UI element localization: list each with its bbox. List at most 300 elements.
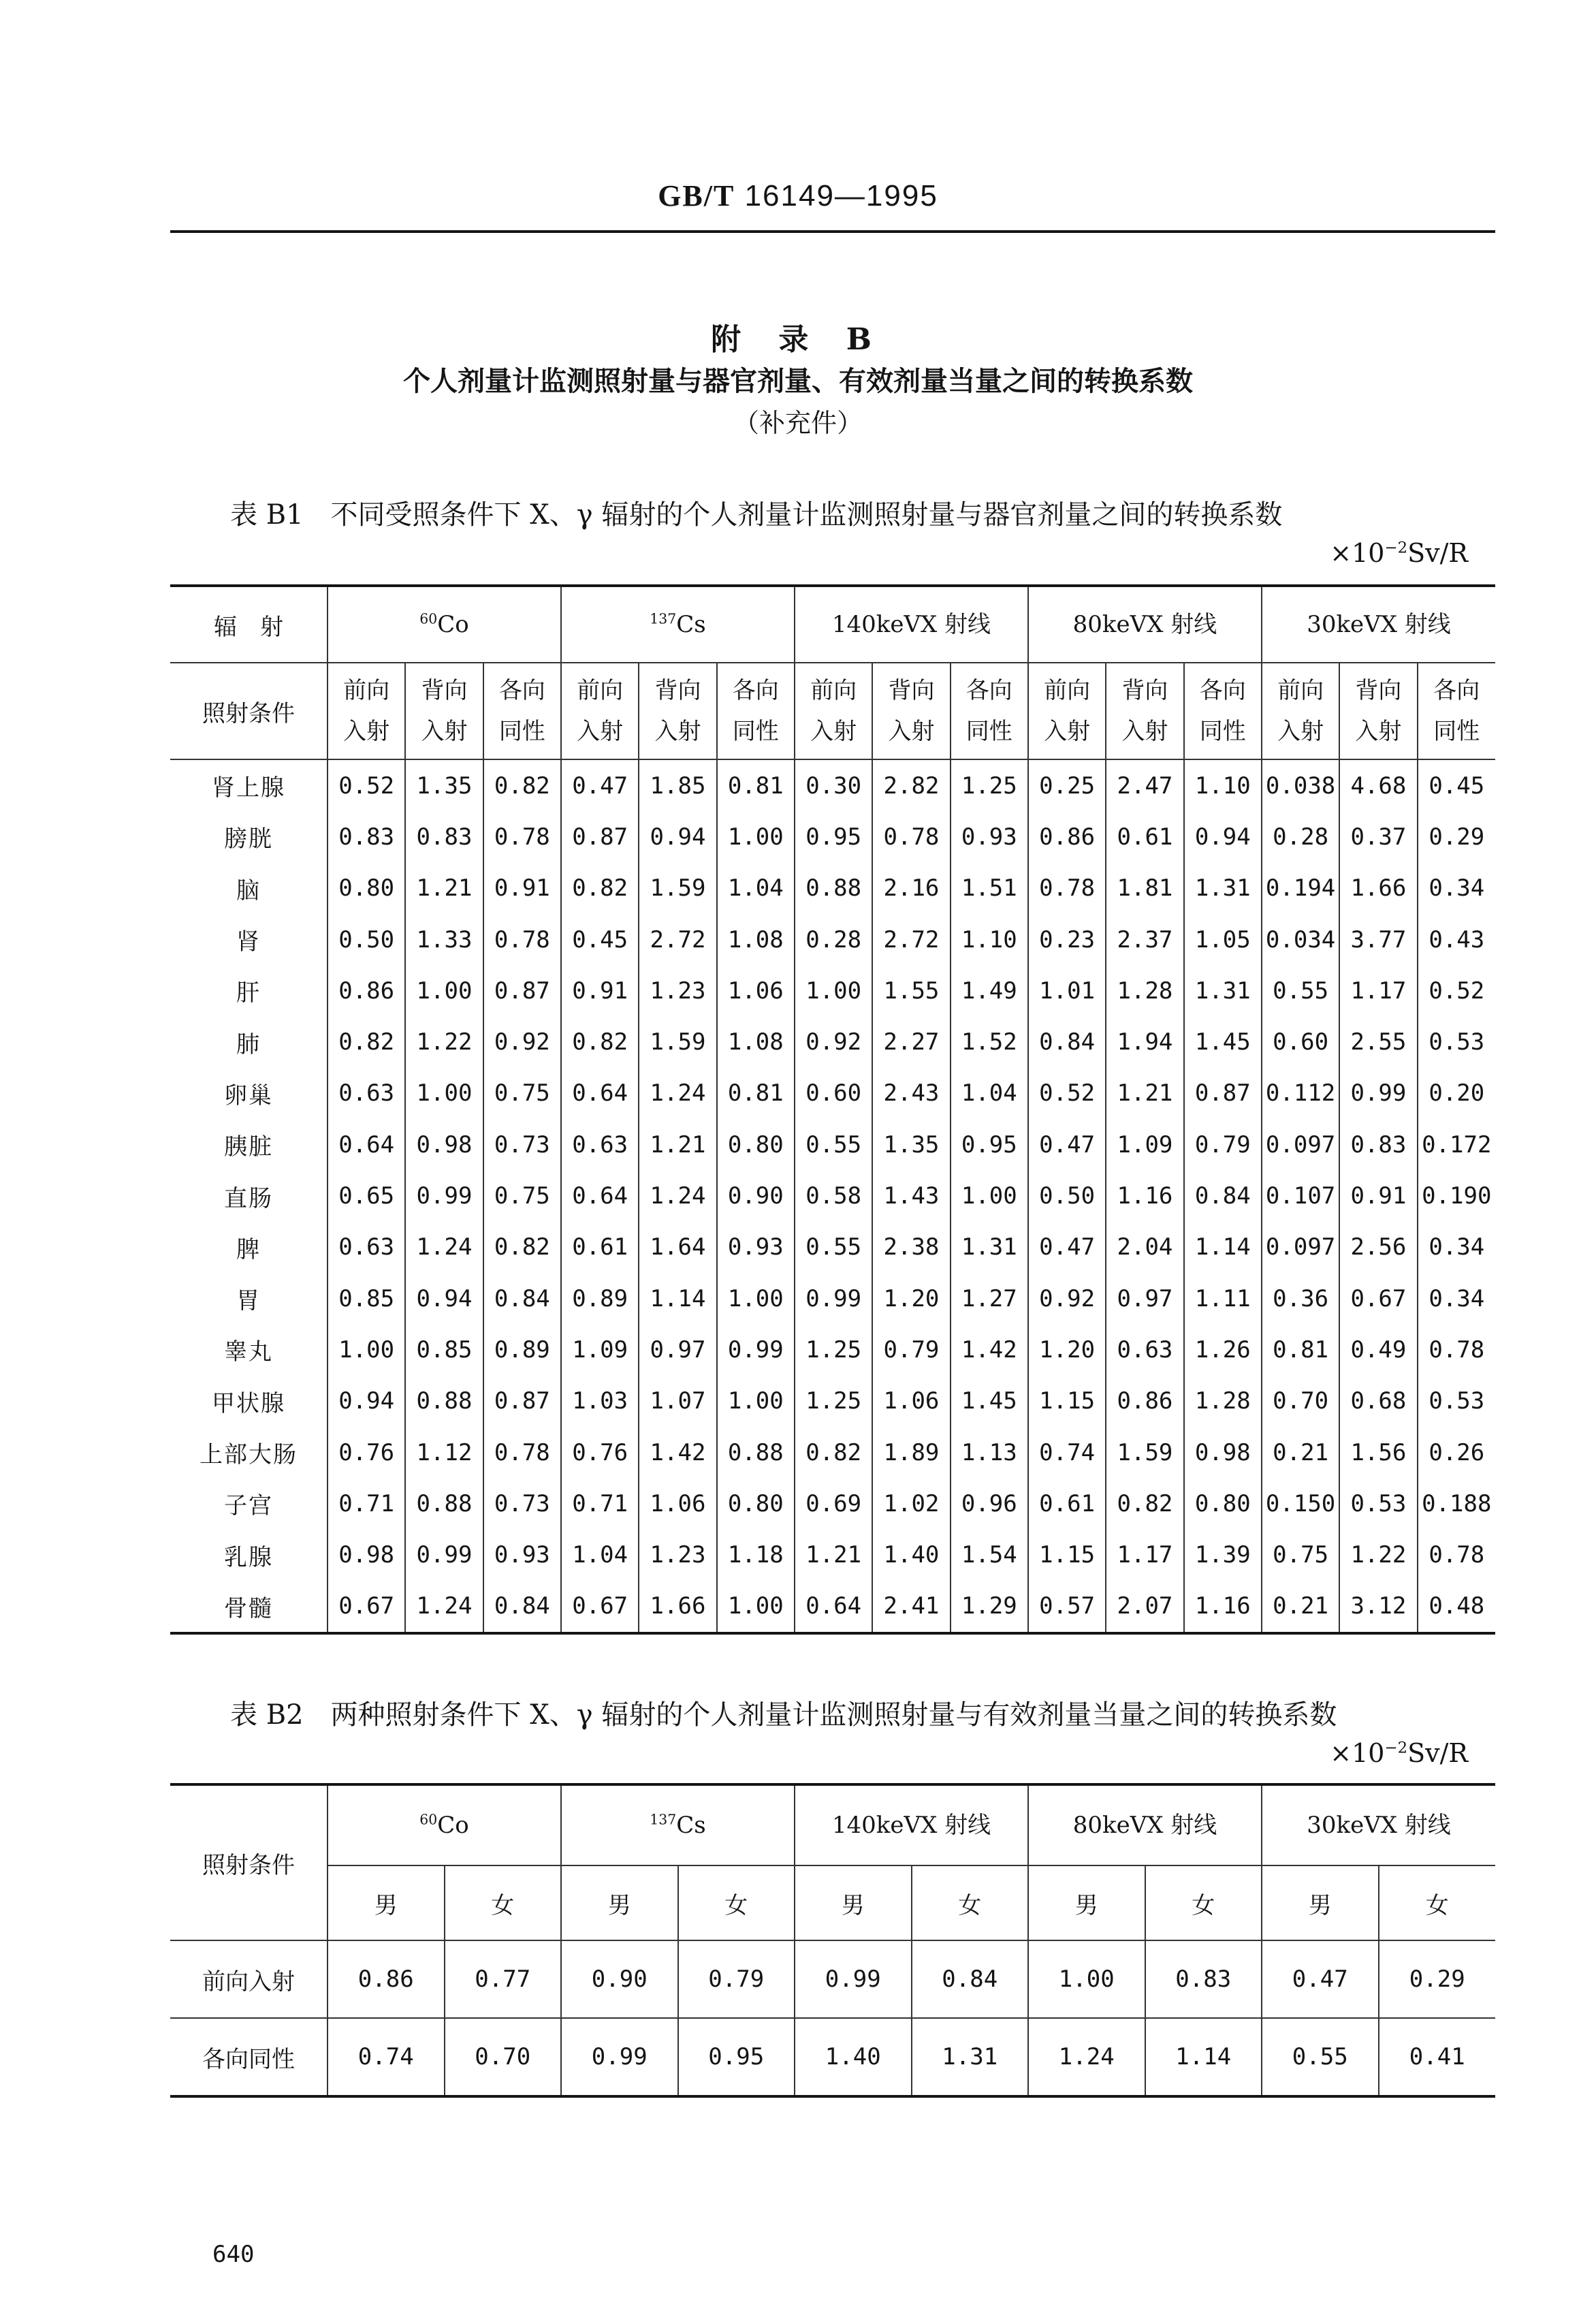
value-cell: 0.95 (795, 811, 872, 862)
value-cell: 0.83 (1339, 1119, 1417, 1170)
value-cell: 1.59 (1106, 1427, 1183, 1478)
value-cell: 0.69 (795, 1478, 872, 1529)
source-header (1028, 1784, 1262, 1865)
condition-line2: 入射 (1277, 718, 1324, 745)
table-row (170, 811, 1495, 862)
sex-male-header: 男 (561, 1865, 678, 1940)
value-cell: 1.66 (1339, 863, 1417, 914)
value-cell: 1.21 (1106, 1068, 1183, 1119)
source-header (1262, 586, 1495, 663)
organ-name: 睾丸 (170, 1324, 328, 1375)
radiation-label: 140keVX 射线 (831, 611, 991, 638)
value-cell: 0.87 (483, 1376, 561, 1427)
value-cell: 0.53 (1418, 1376, 1495, 1427)
value-cell: 0.99 (405, 1170, 483, 1221)
sex-female-header: 女 (1379, 1865, 1496, 1940)
value-cell: 3.12 (1339, 1581, 1417, 1633)
value-cell: 0.78 (483, 914, 561, 965)
condition-header (639, 663, 716, 759)
value-cell: 0.28 (1262, 811, 1339, 862)
table-b1-unit (1330, 538, 1468, 568)
table-row (170, 2018, 1495, 2096)
value-cell: 1.15 (1028, 1376, 1106, 1427)
table-row (170, 1324, 1495, 1375)
value-cell: 1.09 (561, 1324, 639, 1375)
value-cell: 0.91 (483, 863, 561, 914)
value-cell: 0.47 (1028, 1222, 1106, 1273)
appendix-subtitle: 个人剂量计监测照射量与器官剂量、有效剂量当量之间的转换系数 (403, 365, 1193, 397)
radiation-column-label: 辐 射 (170, 586, 328, 663)
value-cell: 2.47 (1106, 759, 1183, 811)
value-cell: 1.00 (717, 1376, 795, 1427)
value-cell: 3.77 (1339, 914, 1417, 965)
value-cell: 0.78 (1418, 1529, 1495, 1580)
value-cell: 2.55 (1339, 1016, 1417, 1067)
value-cell: 0.34 (1418, 1273, 1495, 1324)
condition-line1: 前向 (810, 677, 857, 704)
value-cell: 0.89 (561, 1273, 639, 1324)
value-cell: 0.63 (561, 1119, 639, 1170)
value-cell: 1.03 (561, 1376, 639, 1427)
value-cell: 2.37 (1106, 914, 1183, 965)
value-cell: 0.82 (328, 1016, 405, 1067)
radiation-label: 80keVX 射线 (1072, 611, 1217, 638)
value-cell: 0.88 (717, 1427, 795, 1478)
value-cell: 1.85 (639, 759, 716, 811)
sex-male-header: 男 (1028, 1865, 1145, 1940)
value-cell: 0.67 (1339, 1273, 1417, 1324)
unit-exponent: −2 (1384, 539, 1408, 557)
value-cell: 1.22 (405, 1016, 483, 1067)
organ-name: 乳腺 (170, 1529, 328, 1580)
value-cell: 2.82 (872, 759, 950, 811)
value-cell: 0.94 (639, 811, 716, 862)
value-cell: 1.25 (795, 1324, 872, 1375)
value-cell: 0.26 (1418, 1427, 1495, 1478)
condition-line2: 同性 (965, 718, 1012, 745)
value-cell: 1.28 (1106, 965, 1183, 1016)
value-cell: 1.24 (405, 1222, 483, 1273)
value-cell: 0.78 (483, 1427, 561, 1478)
value-cell: 1.94 (1106, 1016, 1183, 1067)
unit-suffix: Sv/R (1407, 538, 1468, 568)
value-cell: 0.99 (561, 2018, 678, 2096)
condition-line2: 入射 (1355, 718, 1402, 745)
value-cell: 1.04 (561, 1529, 639, 1580)
condition-line1: 各向 (1199, 677, 1246, 704)
condition-line2: 入射 (810, 718, 857, 745)
value-cell: 1.06 (717, 965, 795, 1016)
value-cell: 0.75 (483, 1068, 561, 1119)
value-cell: 0.78 (483, 811, 561, 862)
table-row (170, 1427, 1495, 1478)
table-row (170, 914, 1495, 965)
value-cell: 1.12 (405, 1427, 483, 1478)
condition-header (1028, 663, 1106, 759)
value-cell: 0.73 (483, 1478, 561, 1529)
sex-male-header: 男 (328, 1865, 445, 1940)
value-cell: 0.91 (1339, 1170, 1417, 1221)
value-cell: 0.99 (1339, 1068, 1417, 1119)
table-row (170, 1273, 1495, 1324)
value-cell: 0.94 (405, 1273, 483, 1324)
table-row (170, 1222, 1495, 1273)
value-cell: 0.150 (1262, 1478, 1339, 1529)
value-cell: 1.33 (405, 914, 483, 965)
value-cell: 0.98 (405, 1119, 483, 1170)
value-cell: 1.31 (1184, 965, 1262, 1016)
value-cell: 0.64 (561, 1068, 639, 1119)
value-cell: 1.24 (639, 1170, 716, 1221)
source-header (328, 586, 561, 663)
condition-header (1184, 663, 1262, 759)
value-cell: 0.097 (1262, 1119, 1339, 1170)
value-cell: 0.78 (1418, 1324, 1495, 1375)
condition-header (872, 663, 950, 759)
value-cell: 0.45 (561, 914, 639, 965)
value-cell: 2.41 (872, 1581, 950, 1633)
organ-name: 脾 (170, 1222, 328, 1273)
value-cell: 0.86 (328, 1940, 445, 2018)
value-cell: 0.53 (1418, 1016, 1495, 1067)
value-cell: 0.64 (561, 1170, 639, 1221)
source-header (1028, 586, 1262, 663)
value-cell: 1.22 (1339, 1529, 1417, 1580)
value-cell: 0.80 (717, 1119, 795, 1170)
value-cell: 1.25 (795, 1376, 872, 1427)
table-row (170, 1376, 1495, 1427)
value-cell: 0.68 (1339, 1376, 1417, 1427)
condition-line2: 入射 (1121, 718, 1168, 745)
value-cell: 1.39 (1184, 1529, 1262, 1580)
value-cell: 0.67 (328, 1581, 405, 1633)
value-cell: 0.81 (717, 1068, 795, 1119)
value-cell: 1.21 (639, 1119, 716, 1170)
value-cell: 0.79 (1184, 1119, 1262, 1170)
value-cell: 1.04 (717, 863, 795, 914)
condition-line1: 前向 (1277, 677, 1324, 704)
table-row (170, 1581, 1495, 1633)
value-cell: 0.95 (951, 1119, 1028, 1170)
value-cell: 1.00 (1028, 1940, 1145, 2018)
organ-name: 上部大肠 (170, 1427, 328, 1478)
value-cell: 0.47 (1262, 1940, 1379, 2018)
value-cell: 0.034 (1262, 914, 1339, 965)
value-cell: 0.93 (951, 811, 1028, 862)
value-cell: 0.23 (1028, 914, 1106, 965)
value-cell: 1.08 (717, 914, 795, 965)
condition-line2: 同性 (732, 718, 779, 745)
standard-prefix: GB/T (658, 179, 735, 212)
value-cell: 0.85 (405, 1324, 483, 1375)
value-cell: 0.48 (1418, 1581, 1495, 1633)
table-row (170, 1068, 1495, 1119)
condition-name: 各向同性 (170, 2018, 328, 2096)
value-cell: 0.88 (795, 863, 872, 914)
value-cell: 0.50 (328, 914, 405, 965)
value-cell: 1.49 (951, 965, 1028, 1016)
table-b1-body (170, 586, 1495, 1633)
source-header (795, 586, 1028, 663)
organ-name: 胰脏 (170, 1119, 328, 1170)
value-cell: 0.038 (1262, 759, 1339, 811)
value-cell: 1.24 (639, 1068, 716, 1119)
condition-line1: 背向 (1121, 677, 1168, 704)
isotope-name: Co (437, 1812, 469, 1839)
organ-name: 骨髓 (170, 1581, 328, 1633)
value-cell: 1.14 (1184, 1222, 1262, 1273)
value-cell: 0.21 (1262, 1427, 1339, 1478)
value-cell: 0.86 (328, 965, 405, 1016)
value-cell: 0.49 (1339, 1324, 1417, 1375)
sex-female-header: 女 (445, 1865, 562, 1940)
value-cell: 0.82 (795, 1427, 872, 1478)
value-cell: 2.72 (872, 914, 950, 965)
table-b1-caption: 表 B1 不同受照条件下 X、γ 辐射的个人剂量计监测照射量与器官剂量之间的转换系数 (230, 499, 1283, 531)
value-cell: 0.89 (483, 1324, 561, 1375)
value-cell: 0.60 (795, 1068, 872, 1119)
value-cell: 0.55 (1262, 2018, 1379, 2096)
value-cell: 1.07 (639, 1376, 716, 1427)
value-cell: 0.67 (561, 1581, 639, 1633)
value-cell: 0.81 (717, 759, 795, 811)
table-b1 (170, 584, 1495, 1635)
value-cell: 0.79 (872, 1324, 950, 1375)
table-row (170, 1119, 1495, 1170)
value-cell: 1.51 (951, 863, 1028, 914)
value-cell: 0.87 (483, 965, 561, 1016)
value-cell: 1.00 (717, 1273, 795, 1324)
condition-line1: 各向 (732, 677, 779, 704)
condition-line1: 前向 (1044, 677, 1091, 704)
value-cell: 1.66 (639, 1581, 716, 1633)
value-cell: 0.82 (561, 863, 639, 914)
value-cell: 2.07 (1106, 1581, 1183, 1633)
value-cell: 1.31 (912, 2018, 1029, 2096)
value-cell: 1.14 (1145, 2018, 1262, 2096)
value-cell: 1.31 (951, 1222, 1028, 1273)
condition-column-label: 照射条件 (170, 663, 328, 759)
value-cell: 0.75 (1262, 1529, 1339, 1580)
value-cell: 1.00 (717, 811, 795, 862)
organ-name: 卵巢 (170, 1068, 328, 1119)
value-cell: 1.10 (951, 914, 1028, 965)
condition-line2: 入射 (343, 718, 390, 745)
condition-line2: 入射 (654, 718, 701, 745)
value-cell: 0.65 (328, 1170, 405, 1221)
value-cell: 1.00 (328, 1324, 405, 1375)
value-cell: 1.26 (1184, 1324, 1262, 1375)
value-cell: 1.24 (405, 1581, 483, 1633)
value-cell: 0.82 (1106, 1478, 1183, 1529)
condition-header (405, 663, 483, 759)
unit-exponent: −2 (1384, 1739, 1408, 1757)
value-cell: 1.29 (951, 1581, 1028, 1633)
table-b2-unit (1330, 1738, 1468, 1768)
radiation-label: 30keVX 射线 (1307, 1812, 1451, 1839)
value-cell: 0.25 (1028, 759, 1106, 811)
value-cell: 0.43 (1418, 914, 1495, 965)
value-cell: 0.99 (795, 1273, 872, 1324)
table-row (170, 1529, 1495, 1580)
value-cell: 0.76 (328, 1427, 405, 1478)
value-cell: 0.92 (1028, 1273, 1106, 1324)
value-cell: 1.00 (405, 965, 483, 1016)
value-cell: 0.88 (405, 1478, 483, 1529)
isotope-name: Cs (676, 1812, 706, 1839)
value-cell: 0.95 (678, 2018, 795, 2096)
value-cell: 0.99 (795, 1940, 912, 2018)
value-cell: 0.190 (1418, 1170, 1495, 1221)
value-cell: 0.74 (328, 2018, 445, 2096)
value-cell: 1.54 (951, 1529, 1028, 1580)
value-cell: 1.08 (717, 1016, 795, 1067)
value-cell: 1.40 (872, 1529, 950, 1580)
value-cell: 0.78 (872, 811, 950, 862)
isotope-name: Co (437, 611, 469, 638)
value-cell: 1.89 (872, 1427, 950, 1478)
value-cell: 0.70 (445, 2018, 562, 2096)
value-cell: 0.097 (1262, 1222, 1339, 1273)
value-cell: 1.17 (1106, 1529, 1183, 1580)
table-row (170, 863, 1495, 914)
radiation-label: 140keVX 射线 (831, 1812, 991, 1839)
value-cell: 1.20 (1028, 1324, 1106, 1375)
value-cell: 0.61 (561, 1222, 639, 1273)
value-cell: 1.23 (639, 965, 716, 1016)
source-header (328, 1784, 561, 1865)
value-cell: 0.99 (717, 1324, 795, 1375)
value-cell: 2.56 (1339, 1222, 1417, 1273)
value-cell: 0.70 (1262, 1376, 1339, 1427)
value-cell: 1.35 (872, 1119, 950, 1170)
standard-number: 16149—1995 (735, 179, 938, 212)
value-cell: 1.15 (1028, 1529, 1106, 1580)
value-cell: 1.42 (639, 1427, 716, 1478)
value-cell: 1.28 (1184, 1376, 1262, 1427)
condition-line1: 背向 (654, 677, 701, 704)
radiation-label: 80keVX 射线 (1072, 1812, 1217, 1839)
page-number: 640 (212, 2241, 255, 2268)
condition-line2: 入射 (1044, 718, 1091, 745)
value-cell: 1.81 (1106, 863, 1183, 914)
value-cell: 0.84 (1184, 1170, 1262, 1221)
value-cell: 0.50 (1028, 1170, 1106, 1221)
table-row (170, 1170, 1495, 1221)
condition-line2: 入射 (888, 718, 935, 745)
organ-name: 甲状腺 (170, 1376, 328, 1427)
value-cell: 1.06 (639, 1478, 716, 1529)
source-header (561, 586, 795, 663)
value-cell: 1.27 (951, 1273, 1028, 1324)
value-cell: 0.58 (795, 1170, 872, 1221)
appendix-note: （补充件） (733, 408, 863, 438)
value-cell: 0.88 (405, 1376, 483, 1427)
value-cell: 0.20 (1418, 1068, 1495, 1119)
radiation-label: 30keVX 射线 (1307, 611, 1451, 638)
value-cell: 0.53 (1339, 1478, 1417, 1529)
value-cell: 0.76 (561, 1427, 639, 1478)
value-cell: 1.09 (1106, 1119, 1183, 1170)
value-cell: 1.43 (872, 1170, 950, 1221)
source-header (561, 1784, 795, 1865)
condition-column-label: 照射条件 (170, 1784, 328, 1940)
condition-line2: 同性 (1433, 718, 1480, 745)
value-cell: 0.98 (1184, 1427, 1262, 1478)
value-cell: 1.55 (872, 965, 950, 1016)
value-cell: 0.21 (1262, 1581, 1339, 1633)
value-cell: 0.75 (483, 1170, 561, 1221)
value-cell: 0.81 (1262, 1324, 1339, 1375)
table-row (170, 1940, 1495, 2018)
value-cell: 0.80 (717, 1478, 795, 1529)
source-header (795, 1784, 1028, 1865)
table-b2-body (170, 1784, 1495, 2096)
sex-female-header: 女 (678, 1865, 795, 1940)
value-cell: 1.21 (795, 1529, 872, 1580)
value-cell: 1.00 (795, 965, 872, 1016)
value-cell: 0.47 (1028, 1119, 1106, 1170)
organ-name: 肝 (170, 965, 328, 1016)
organ-name: 膀胱 (170, 811, 328, 862)
value-cell: 2.16 (872, 863, 950, 914)
value-cell: 0.84 (483, 1581, 561, 1633)
value-cell: 1.00 (405, 1068, 483, 1119)
value-cell: 1.04 (951, 1068, 1028, 1119)
value-cell: 0.77 (445, 1940, 562, 2018)
isotope-mass: 60 (419, 610, 438, 627)
unit-prefix: ×10 (1330, 538, 1385, 568)
value-cell: 0.96 (951, 1478, 1028, 1529)
value-cell: 1.21 (405, 863, 483, 914)
sex-female-header: 女 (912, 1865, 1029, 1940)
value-cell: 0.61 (1028, 1478, 1106, 1529)
value-cell: 0.80 (328, 863, 405, 914)
condition-line1: 背向 (888, 677, 935, 704)
value-cell: 0.71 (561, 1478, 639, 1529)
value-cell: 0.91 (561, 965, 639, 1016)
value-cell: 0.36 (1262, 1273, 1339, 1324)
table-row (170, 1478, 1495, 1529)
value-cell: 0.73 (483, 1119, 561, 1170)
condition-header (795, 663, 872, 759)
organ-name: 直肠 (170, 1170, 328, 1221)
value-cell: 0.34 (1418, 863, 1495, 914)
condition-header (717, 663, 795, 759)
table-row (170, 1016, 1495, 1067)
value-cell: 0.94 (1184, 811, 1262, 862)
value-cell: 1.56 (1339, 1427, 1417, 1478)
condition-header (1106, 663, 1183, 759)
condition-header (483, 663, 561, 759)
value-cell: 0.80 (1184, 1478, 1262, 1529)
value-cell: 2.27 (872, 1016, 950, 1067)
condition-line2: 同性 (498, 718, 545, 745)
value-cell: 0.83 (1145, 1940, 1262, 2018)
value-cell: 1.45 (951, 1376, 1028, 1427)
value-cell: 0.55 (795, 1119, 872, 1170)
table-b2-caption: 表 B2 两种照射条件下 X、γ 辐射的个人剂量计监测照射量与有效剂量当量之间的转换系数 (230, 1699, 1337, 1731)
value-cell: 2.72 (639, 914, 716, 965)
condition-line1: 各向 (965, 677, 1012, 704)
value-cell: 1.01 (1028, 965, 1106, 1016)
value-cell: 0.60 (1262, 1016, 1339, 1067)
isotope-name: Cs (676, 611, 706, 638)
unit-suffix: Sv/R (1407, 1738, 1468, 1768)
condition-header (1418, 663, 1495, 759)
value-cell: 1.23 (639, 1529, 716, 1580)
value-cell: 0.99 (405, 1529, 483, 1580)
